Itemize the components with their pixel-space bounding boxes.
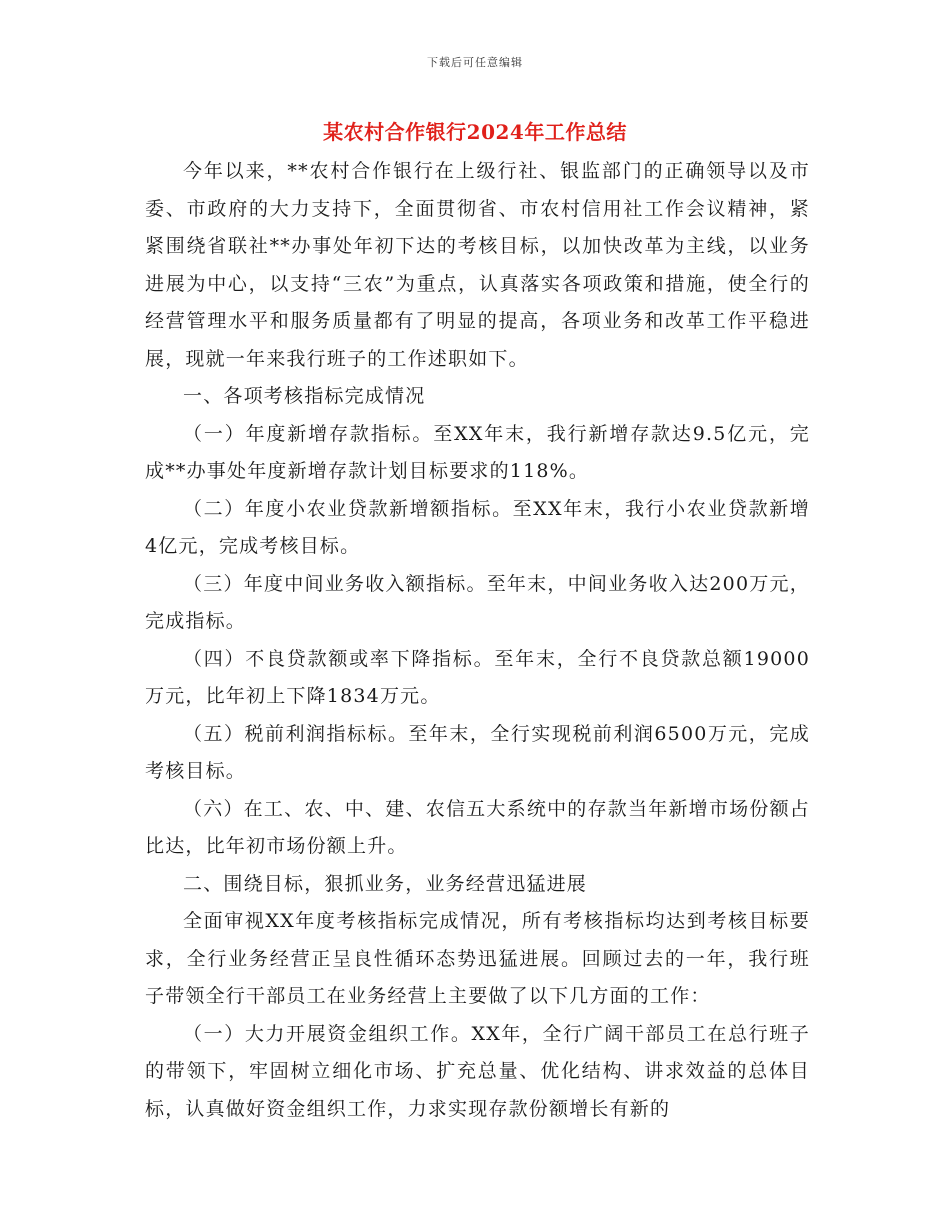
paragraph-item-6: （六）在工、农、中、建、农信五大系统中的存款当年新增市场份额占比达，比年初市场份额上升。 xyxy=(145,797,810,857)
header-note: 下载后可任意编辑 xyxy=(427,56,523,69)
paragraph-item-1: （一）年度新增存款指标。至XX年末，我行新增存款达9.5亿元，完成**办事处年度新增存款计划目标要求的118%。 xyxy=(145,422,810,482)
paragraph-item-2: （二）年度小农业贷款新增额指标。至XX年末，我行小农业贷款新增4亿元，完成考核目标。 xyxy=(145,497,810,557)
paragraph-review: 全面审视XX年度考核指标完成情况，所有考核指标均达到考核目标要求，全行业务经营正呈良性循环态势迅猛进展。回顾过去的一年，我行班子带领全行干部员工在业务经营上主要做了以下几方面的工作： xyxy=(145,910,810,1007)
paragraph-item-5: （五）税前利润指标标。至年末，全行实现税前利润6500万元，完成考核目标。 xyxy=(145,722,810,782)
paragraph-intro: 今年以来，**农村合作银行在上级行社、银监部门的正确领导以及市委、市政府的大力支持下，全面贯彻省、市农村信用社工作会议精神，紧紧围绕省联社**办事处年初下达的考核目标，以加快改革为主线，以业务进展为中心，以支持“三农”为重点，认真落实各项政策和措施，使全行的经营管理水平和服务质量都有了明显的提高，各项业务和改革工作平稳进展，现就一年来我行班子的工作述职如下。 xyxy=(145,160,810,370)
document-title: 某农村合作银行2024年工作总结 xyxy=(323,120,627,144)
section-heading-1: 一、各项考核指标完成情况 xyxy=(183,385,426,407)
paragraph-item-4: （四）不良贷款额或率下降指标。至年末，全行不良贷款总额19000万元，比年初上下降1834万元。 xyxy=(145,647,810,707)
paragraph-item-3: （三）年度中间业务收入额指标。至年末，中间业务收入达200万元，完成指标。 xyxy=(145,572,810,632)
section-heading-2: 二、围绕目标，狠抓业务，业务经营迅猛进展 xyxy=(183,872,588,895)
paragraph-funds: （一）大力开展资金组织工作。XX年，全行广阔干部员工在总行班子的带领下，牢固树立细化市场、扩充总量、优化结构、讲求效益的总体目标，认真做好资金组织工作，力求实现存款份额增长有新的 xyxy=(145,1022,810,1120)
document-body xyxy=(145,153,810,1128)
